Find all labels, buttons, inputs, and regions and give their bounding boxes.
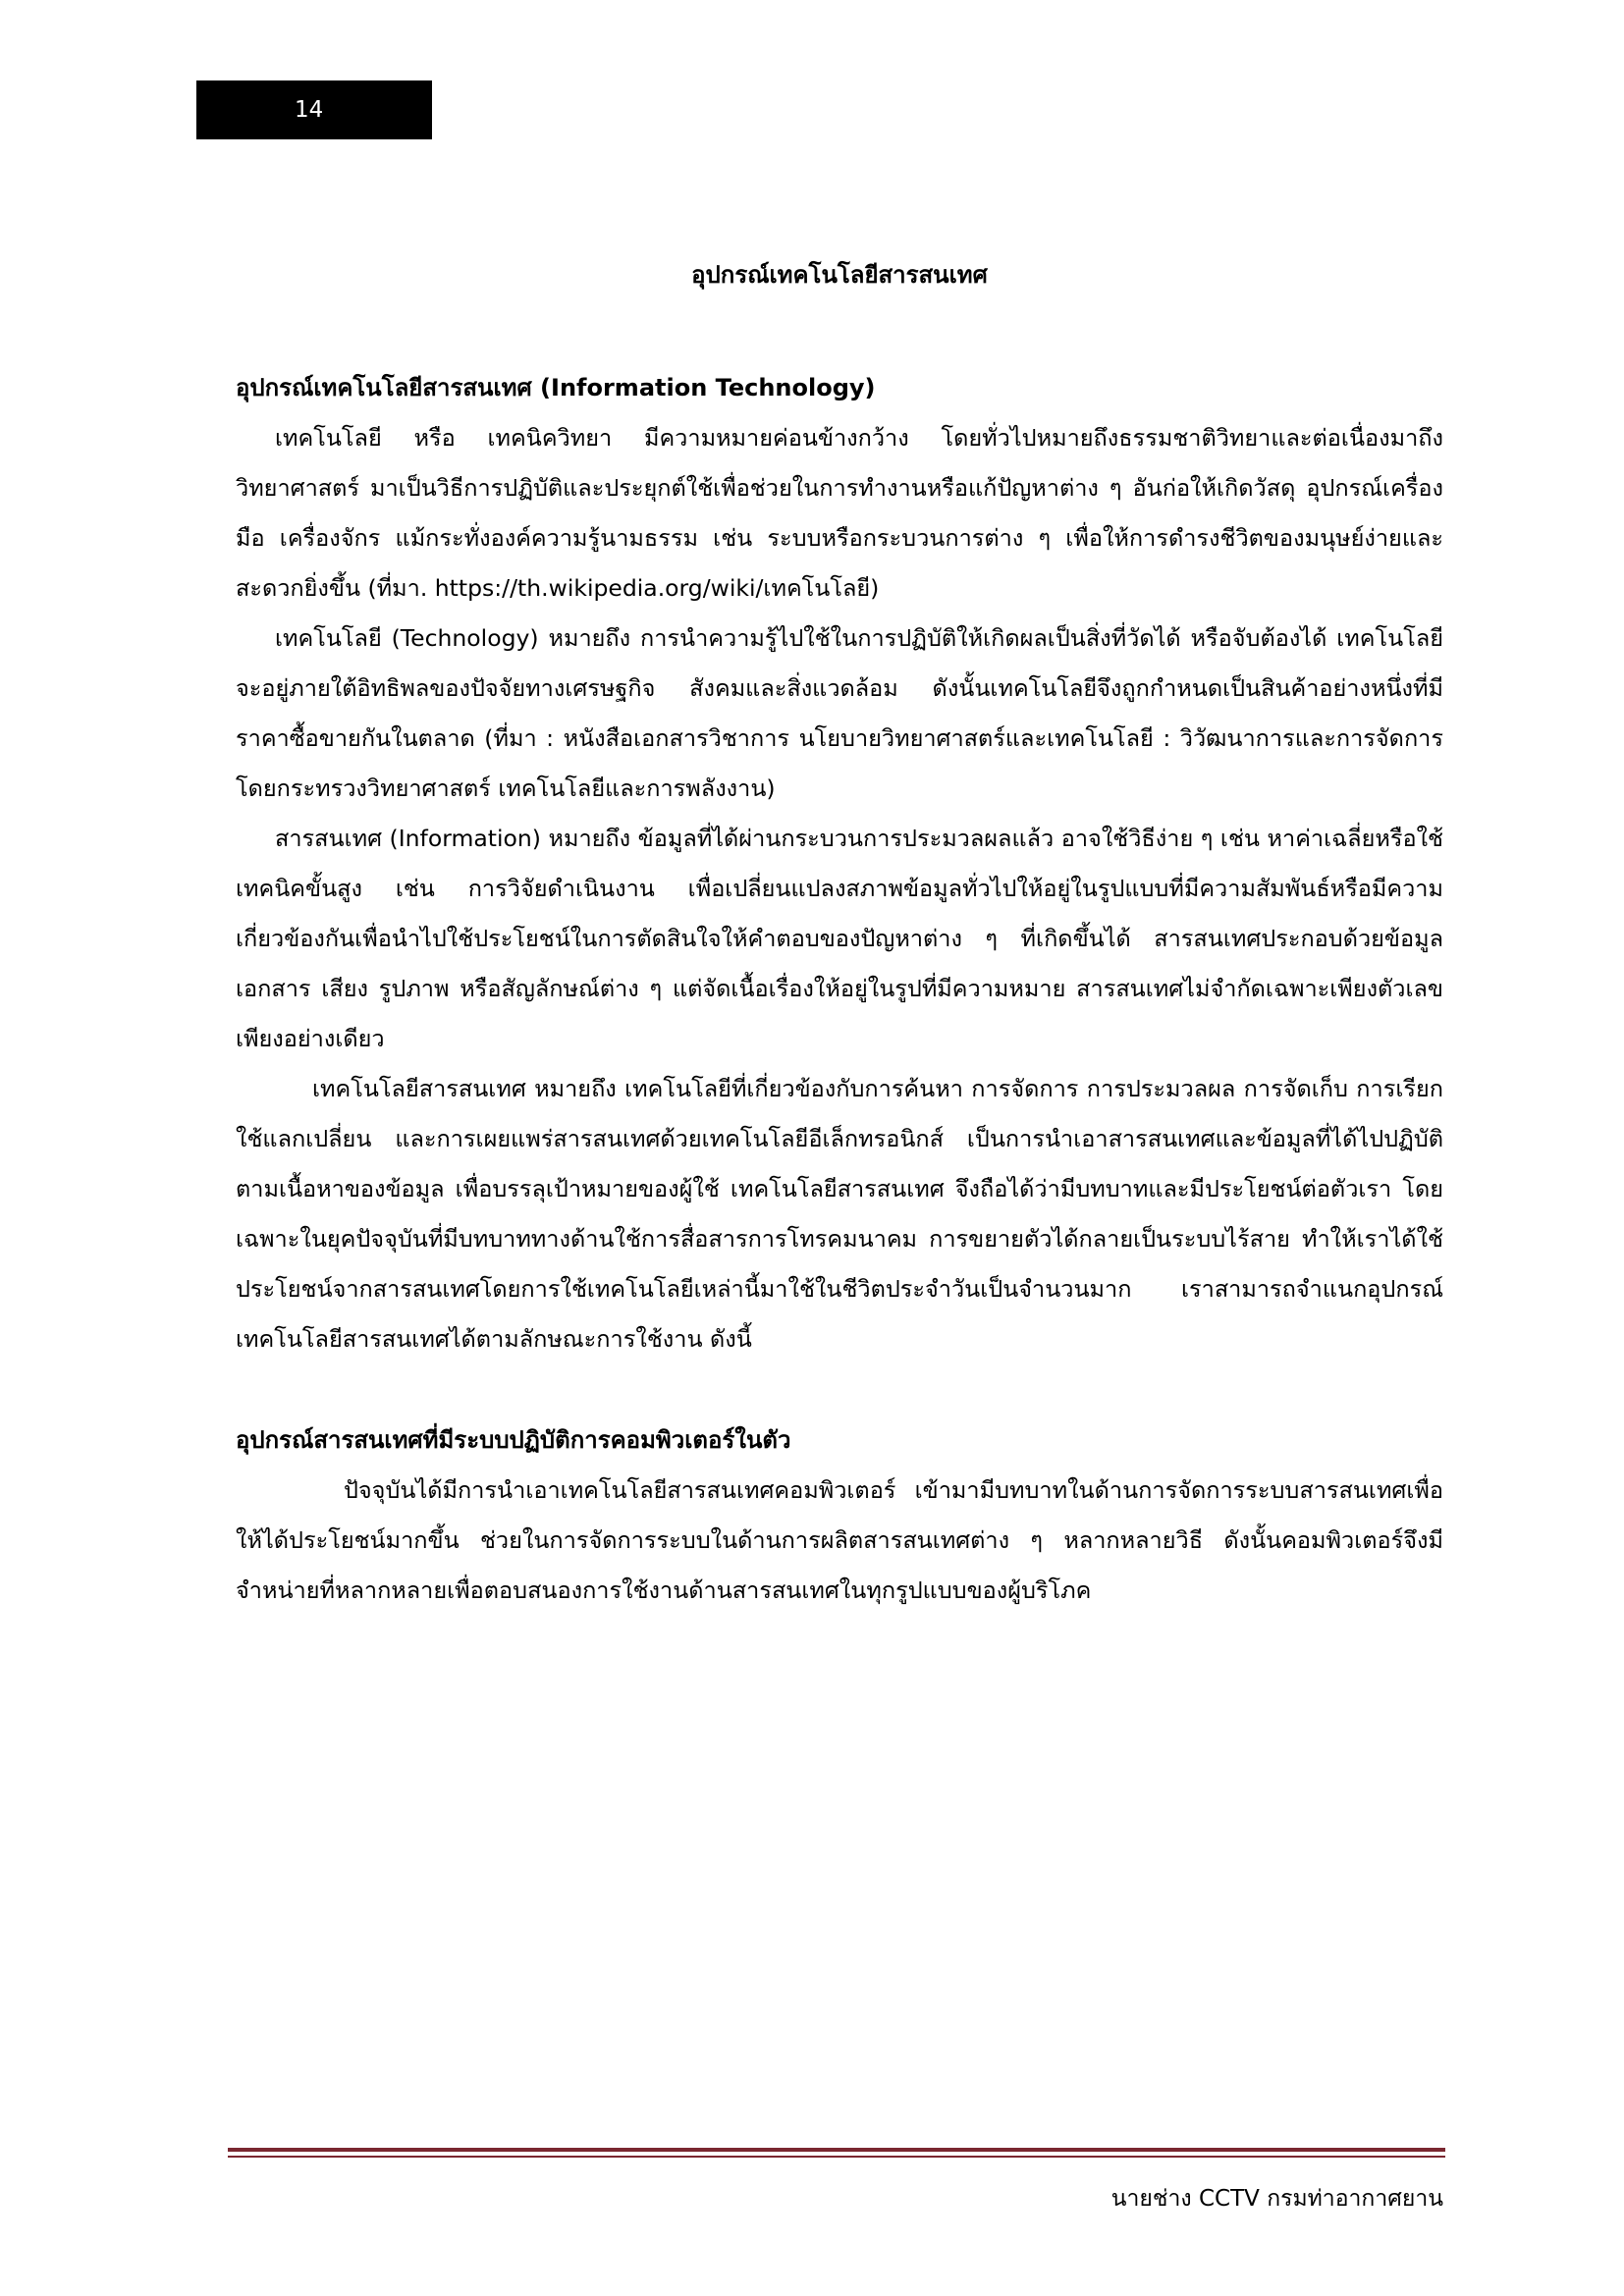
page-number-badge bbox=[196, 80, 432, 139]
paragraph-information-definition: สารสนเทศ (Information) หมายถึง ข้อมูลที่ได้ผ่านกระบวนการประมวลผลแล้ว อาจใช้วิธีง่าย ๆ เช่น หาค่าเฉลี่ยหรือใช้เทคนิคขั้นสูง เช่น การวิจัยดำเนินงาน เพื่อเปลี่ยนแปลงสภาพข้อมูลทั่วไปให้อยู่ในรูปแบบที่มีความสัมพันธ์หรือมีความเกี่ยวข้องกันเพื่อนำไปใช้ประโยชน์ในการตัดสินใจให้คำตอบของปัญหาต่าง ๆ ที่เกิดขึ้นได้ สารสนเทศประกอบด้วยข้อมูลเอกสาร เสียง รูปภาพ หรือสัญลักษณ์ต่าง ๆ แต่จัดเนื้อเรื่องให้อยู่ในรูปที่มีความหมาย สารสนเทศไม่จำกัดเฉพาะเพียงตัวเลขเพียงอย่างเดียว bbox=[236, 825, 1443, 1052]
paragraph-technology-definition: เทคโนโลยี หรือ เทคนิควิทยา มีความหมายค่อนข้างกว้าง โดยทั่วไปหมายถึงธรรมชาติวิทยาและต่อเนื่องมาถึงวิทยาศาสตร์ มาเป็นวิธีการปฏิบัติและประยุกต์ใช้เพื่อช่วยในการทำงานหรือแก้ปัญหาต่าง ๆ อันก่อให้เกิดวัสดุ อุปกรณ์เครื่องมือ เครื่องจักร แม้กระทั่งองค์ความรู้นามธรรม เช่น ระบบหรือกระบวนการต่าง ๆ เพื่อให้การดำรงชีวิตของมนุษย์ง่ายและสะดวกยิ่งขึ้น (ที่มา. https://th.wikipedia.org/wiki/เทคโนโลยี) bbox=[236, 424, 1443, 602]
document-body bbox=[236, 250, 1443, 1616]
document-title: อุปกรณ์เทคโนโลยีสารสนเทศ bbox=[691, 261, 988, 289]
paragraph-technology-meaning: เทคโนโลยี (Technology) หมายถึง การนำความรู้ไปใช้ในการปฏิบัติให้เกิดผลเป็นสิ่งที่วัดได้ หรือจับต้องได้ เทคโนโลยีจะอยู่ภายใต้อิทธิพลของปัจจัยทางเศรษฐกิจ สังคมและสิ่งแวดล้อม ดังนั้นเทคโนโลยีจึงถูกกำหนดเป็นสินค้าอย่างหนึ่งที่มีราคาซื้อขายกันในตลาด (ที่มา : หนังสือเอกสารวิชาการ นโยบายวิทยาศาสตร์และเทคโนโลยี : วิวัฒนาการและการจัดการ โดยกระทรวงวิทยาศาสตร์ เทคโนโลยีและการพลังงาน) bbox=[236, 624, 1443, 802]
section-gap bbox=[236, 1364, 1443, 1415]
paragraph-computer-devices: ปัจจุบันได้มีการนำเอาเทคโนโลยีสารสนเทศคอมพิวเตอร์ เข้ามามีบทบาทในด้านการจัดการระบบสารสนเทศเพื่อให้ได้ประโยชน์มากขึ้น ช่วยในการจัดการระบบในด้านการผลิตสารสนเทศต่าง ๆ หลากหลายวิธี ดังนั้นคอมพิวเตอร์จึงมีจำหน่ายที่หลากหลายเพื่อตอบสนองการใช้งานด้านสารสนเทศในทุกรูปแบบของผู้บริโภค bbox=[236, 1476, 1443, 1604]
page-number: 14 bbox=[295, 97, 324, 123]
footer-text: นายช่าง CCTV กรมท่าอากาศยาน bbox=[1110, 2186, 1443, 2212]
footer-divider bbox=[228, 2148, 1445, 2158]
section-heading-information-technology: อุปกรณ์เทคโนโลยีสารสนเทศ (Information Technology) bbox=[236, 374, 876, 401]
section-heading-computer-devices: อุปกรณ์สารสนเทศที่มีระบบปฏิบัติการคอมพิวเตอร์ในตัว bbox=[236, 1426, 791, 1454]
paragraph-information-technology: เทคโนโลยีสารสนเทศ หมายถึง เทคโนโลยีที่เกี่ยวข้องกับการค้นหา การจัดการ การประมวลผล การจัดเก็บ การเรียกใช้แลกเปลี่ยน และการเผยแพร่สารสนเทศด้วยเทคโนโลยีอีเล็กทรอนิกส์ เป็นการนำเอาสารสนเทศและข้อมูลที่ได้ไปปฏิบัติตามเนื้อหาของข้อมูล เพื่อบรรลุเป้าหมายของผู้ใช้ เทคโนโลยีสารสนเทศ จึงถือได้ว่ามีบทบาทและมีประโยชน์ต่อตัวเรา โดยเฉพาะในยุคปัจจุบันที่มีบทบาททางด้านใช้การสื่อสารการโทรคมนาคม การขยายตัวได้กลายเป็นระบบไร้สาย ทำให้เราได้ใช้ประโยชน์จากสารสนเทศโดยการใช้เทคโนโลยีเหล่านี้มาใช้ในชีวิตประจำวันเป็นจำนวนมาก เราสามารถจำแนกอุปกรณ์เทคโนโลยีสารสนเทศได้ตามลักษณะการใช้งาน ดังนี้ bbox=[236, 1075, 1443, 1353]
